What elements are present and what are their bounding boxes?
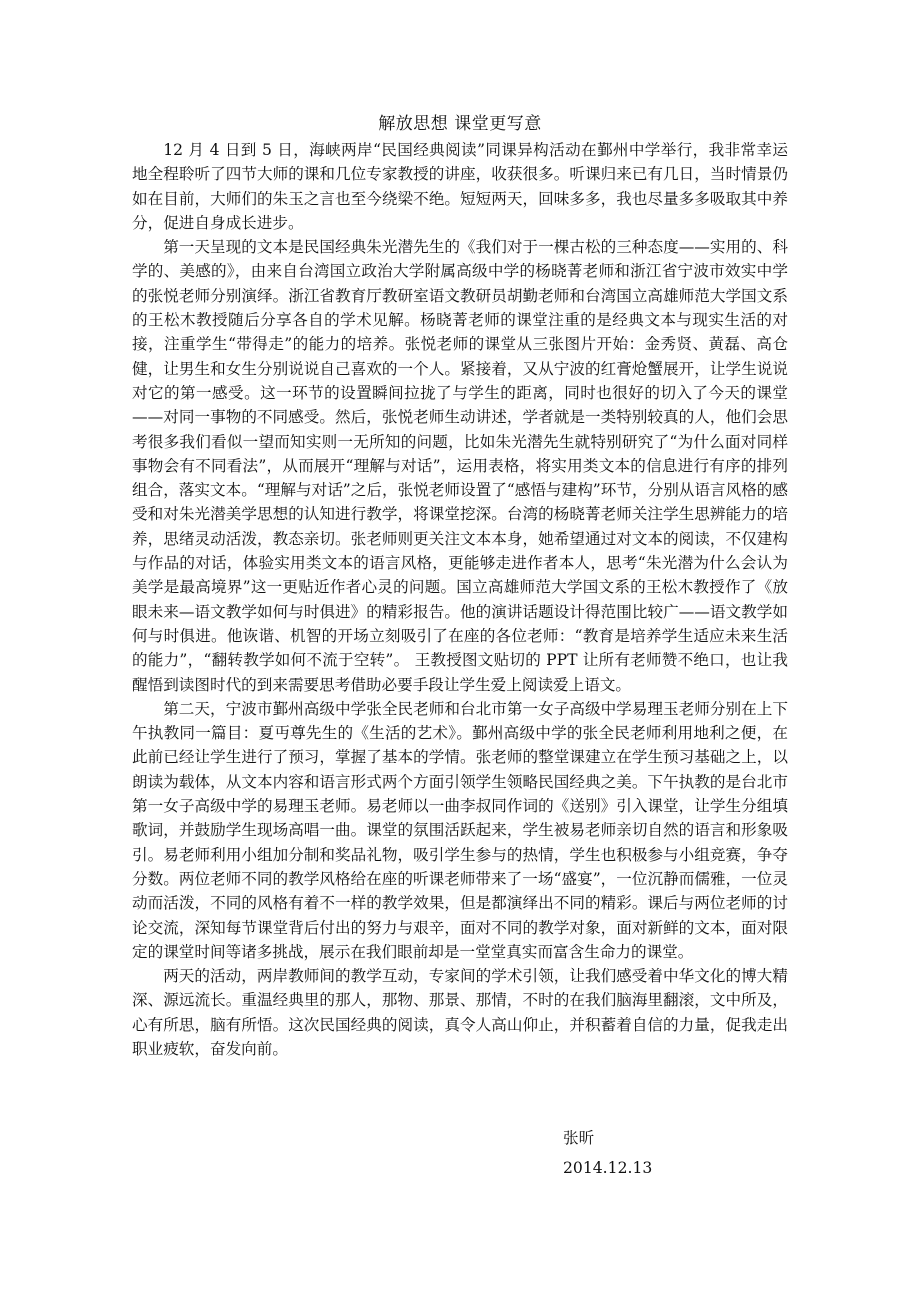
document-date: 2014.12.13 (563, 1159, 653, 1177)
document-body (132, 110, 788, 1061)
document-title: 解放思想 课堂更写意 (378, 114, 542, 134)
paragraph-conclusion: 两天的活动，两岸教师间的教学互动，专家间的学术引领，让我们感受着中华文化的博大精深、源远流长。重温经典里的那人，那物、那景、那情，不时的在我们脑海里翻滚，文中所及，心有所思，脑有所悟。这次民国经典的阅读，真令人高山仰止，并积蓄着自信的力量，促我走出职业疲软，奋发向前。 (132, 967, 788, 1058)
signature-block (563, 1125, 652, 1181)
author-name: 张昕 (563, 1129, 595, 1147)
paragraph-day-two: 第二天，宁波市鄞州高级中学张全民老师和台北市第一女子高级中学易理玉老师分别在上下午执教同一篇目：夏丏尊先生的《生活的艺术》。鄞州高级中学的张全民老师利用地利之便，在此前已经让学生进行了预习，掌握了基本的学情。张老师的整堂课建立在学生预习基础之上，以朗读为载体，从文本内容和语言形式两个方面引领学生领略民国经典之美。下午执教的是台北市第一女子高级中学的易理玉老师。易老师以一曲李叔同作词的《送别》引入课堂，让学生分组填歌词，并鼓励学生现场高唱一曲。课堂的氛围活跃起来，学生被易老师亲切自然的语言和形象吸引。易老师利用小组加分制和奖品礼物，吸引学生参与的热情，学生也积极参与小组竞赛，争夺分数。两位老师不同的教学风格给在座的听课老师带来了一场“盛宴”，一位沉静而儒雅，一位灵动而活泼，不同的风格有着不一样的教学效果，但是都演绎出不同的精彩。课后与两位老师的讨论交流，深知每节课堂背后付出的努力与艰辛，面对不同的教学对象，面对新鲜的文本，面对限定的课堂时间等诸多挑战，展示在我们眼前却是一堂堂真实而富含生命力的课堂。 (132, 699, 788, 961)
paragraph-day-one: 第一天呈现的文本是民国经典朱光潜先生的《我们对于一棵古松的三种态度——实用的、科学的、美感的》，由来自台湾国立政治大学附属高级中学的杨晓菁老师和浙江省宁波市效实中学的张悦老师分别演绎。浙江省教育厅教研室语文教研员胡勤老师和台湾国立高雄师范大学国文系的王松木教授随后分享各自的学术见解。杨晓菁老师的课堂注重的是经典文本与现实生活的对接，注重学生“带得走”的能力的培养。张悦老师的课堂从三张图片开始：金秀贤、黄磊、高仓健，让男生和女生分别说说自己喜欢的一个人。紧接着，又从宁波的红膏炝蟹展开，让学生说说对它的第一感受。这一环节的设置瞬间拉拢了与学生的距离，同时也很好的切入了今天的课堂——对同一事物的不同感受。然后，张悦老师生动讲述，学者就是一类特别较真的人，他们会思考很多我们看似一望而知实则一无所知的问题，比如朱光潜先生就特别研究了“为什么面对同样事物会有不同看法”，从而展开“理解与对话”，运用表格，将实用类文本的信息进行有序的排列组合，落实文本。“理解与对话”之后，张悦老师设置了“感悟与建构”环节，分别从语言风格的感受和对朱光潜美学思想的认知进行教学，将课堂挖深。台湾的杨晓菁老师关注学生思辨能力的培养，思绪灵动活泼，教态亲切。张老师则更关注文本本身，她希望通过对文本的阅读，不仅建构与作品的对话，体验实用类文本的语言风格，更能够走进作者本人，思考“朱光潜为什么会认为美学是最高境界”这一更贴近作者心灵的问题。国立高雄师范大学国文系的王松木教授作了《放眼未来—语文教学如何与时俱进》的精彩报告。他的演讲话题设计得范围比较广——语文教学如何与时俱进。他诙谐、机智的开场立刻吸引了在座的各位老师：“教育是培养学生适应未来生活的能力”，“翻转教学如何不流于空转”。 王教授图文贴切的 PPT 让所有老师赞不绝口，也让我醒悟到读图时代的到来需要思考借助必要手段让学生爱上阅读爱上语文。 (132, 238, 788, 694)
paragraph-intro: 12 月 4 日到 5 日，海峡两岸“民国经典阅读”同课异构活动在鄞州中学举行，我非常幸运地全程聆听了四节大师的课和几位专家教授的讲座，收获很多。听课归来已有几日，当时情景仍如在目前，大师们的朱玉之言也至今绕梁不绝。短短两天，回味多多，我也尽量多多吸取其中养分，促进自身成长进步。 (132, 141, 788, 232)
